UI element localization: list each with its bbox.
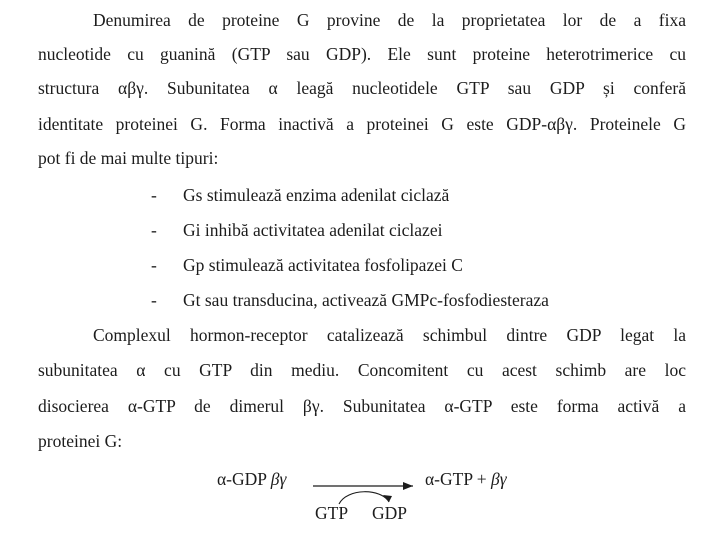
- paragraph-1-line-3: structura αβγ. Subunitatea α leagă nucleotidele GTP sau GDP și conferă: [38, 78, 686, 98]
- paragraph-1-line-2: nucleotide cu guanină (GTP sau GDP). Ele sunt proteine heterotrimerice cu: [38, 44, 686, 64]
- paragraph-1-line-4: identitate proteinei G. Forma inactivă a proteinei G este GDP-αβγ. Proteinele G: [38, 114, 686, 134]
- reactant-beta-gamma: βγ: [270, 469, 287, 489]
- list-item-gt: [151, 283, 549, 317]
- list-item-text: Gs stimulează enzima adenilat ciclază: [183, 185, 450, 205]
- reaction-equation: [217, 462, 547, 532]
- list-marker: -: [151, 185, 157, 205]
- product-alpha-gtp: α-GTP +: [425, 469, 492, 489]
- paragraph-1-line-5: pot fi de mai multe tipuri:: [38, 148, 219, 168]
- list-item-gs: [151, 178, 449, 212]
- paragraph-1-line-1: Denumirea de proteine G provine de la proprietatea lor de a fixa: [93, 10, 686, 30]
- paragraph-2-line-3: disocierea α-GTP de dimerul βγ. Subunitatea α-GTP este forma activă a: [38, 396, 686, 416]
- reaction-product: [425, 468, 507, 490]
- list-marker: -: [151, 290, 157, 310]
- reactant-alpha-gdp: α-GDP: [217, 469, 267, 489]
- list-marker: -: [151, 255, 157, 275]
- list-marker: -: [151, 220, 157, 240]
- paragraph-2-line-2: subunitatea α cu GTP din mediu. Concomitent cu acest schimb are loc: [38, 360, 686, 380]
- paragraph-2-line-4: proteinei G:: [38, 431, 123, 451]
- reaction-input-gtp: GTP: [315, 503, 349, 523]
- list-item-text: Gi inhibă activitatea adenilat ciclazei: [183, 220, 443, 240]
- reaction-output-gdp: GDP: [372, 503, 408, 523]
- paragraph-2-line-1: Complexul hormon-receptor catalizează schimbul dintre GDP legat la: [93, 325, 686, 345]
- product-beta-gamma: βγ: [491, 469, 507, 489]
- list-item-gp: [151, 248, 463, 282]
- list-item-text: Gt sau transducina, activează GMPc-fosfodiesteraza: [183, 290, 549, 310]
- reaction-reactant: [217, 468, 286, 490]
- list-item-text: Gp stimulează activitatea fosfolipazei C: [183, 255, 463, 275]
- list-item-gi: [151, 213, 442, 247]
